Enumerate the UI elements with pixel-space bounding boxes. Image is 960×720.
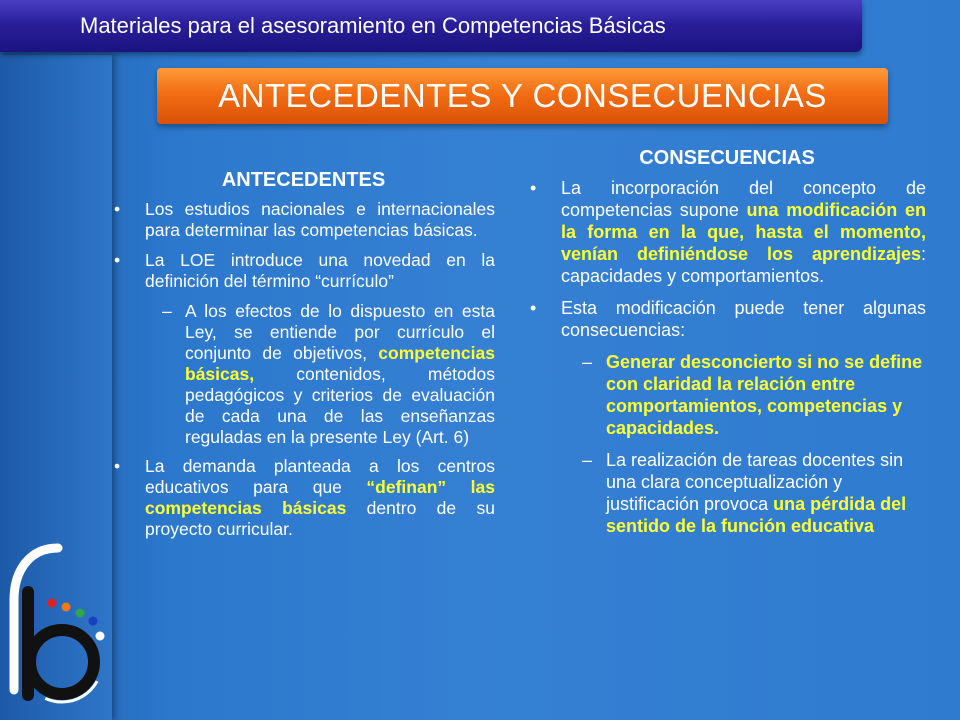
item-text: : capacidades y comportamientos. (561, 244, 926, 286)
slide-title: ANTECEDENTES Y CONSECUENCIAS (157, 68, 888, 124)
header-bar (0, 0, 862, 52)
dash-icon: – (582, 352, 593, 372)
list-item (112, 456, 495, 540)
dash-icon: – (162, 301, 172, 321)
bullet-icon: • (114, 456, 121, 476)
logo-dot-orange (62, 603, 71, 612)
dash-icon: – (582, 450, 593, 470)
consecuencias-column (528, 148, 926, 547)
bullet-icon: • (530, 298, 537, 318)
highlight-text: básicas (282, 498, 347, 518)
list-item (528, 177, 926, 287)
logo-dot-blue (89, 617, 98, 626)
highlight-text: Generar desconcierto si no se define con claridad la relación entre comportamientos, competencias y capacidades. (606, 352, 923, 438)
antecedentes-heading: ANTECEDENTES (221, 169, 386, 191)
highlight-text: una modificación en la forma en la que, hasta el momento, venían definiéndose los aprendizajes (561, 200, 926, 264)
bullet-icon: • (114, 199, 121, 219)
header-title: Materiales para el asesoramiento en Competencias Básicas (80, 13, 666, 38)
item-text: La incorporación del concepto de competencias supone (561, 178, 926, 220)
item-text: Esta modificación puede tener algunas consecuencias: (561, 298, 926, 340)
sub-list-item (528, 351, 926, 439)
bullet-icon: • (114, 250, 121, 270)
logo-icon (0, 530, 120, 720)
logo-dot-green (76, 609, 85, 618)
antecedentes-column (112, 170, 495, 549)
consecuencias-heading: CONSECUENCIAS (639, 147, 815, 169)
bullet-icon: • (530, 178, 537, 198)
sub-text: contenidos, métodos pedagógicos y criterios de evaluación de cada una de las enseñanzas reguladas en la presente Ley (Art. 6) (185, 364, 495, 447)
logo-dot-red (48, 599, 57, 608)
highlight-text: competencias básicas, (185, 343, 495, 384)
item-text: dentro de su proyecto curricular. (145, 498, 495, 539)
item-text: Los estudios nacionales e internacionales para determinar las competencias básicas. (145, 199, 495, 240)
sub-text: La realización de tareas docentes sin una clara conceptualización y justificación provoca (606, 450, 904, 514)
sub-text: A los efectos de lo dispuesto en esta Ley, se entiende por currículo el conjunto de objetivos, (185, 301, 495, 363)
item-text: La demanda planteada a los centros educativos para que (145, 456, 495, 497)
list-item (112, 199, 495, 241)
item-text: La LOE introduce una novedad en la definición del término “currículo” (145, 250, 495, 291)
sub-list-item (528, 449, 926, 537)
list-item (528, 297, 926, 341)
list-item (112, 250, 495, 292)
highlight-text: una pérdida del sentido de la función educativa (606, 494, 907, 536)
sub-list-item (112, 301, 495, 448)
logo-dot-white (96, 632, 105, 641)
highlight-text: “definan” las competencias (145, 477, 495, 518)
logo-bowl-black (30, 630, 94, 694)
